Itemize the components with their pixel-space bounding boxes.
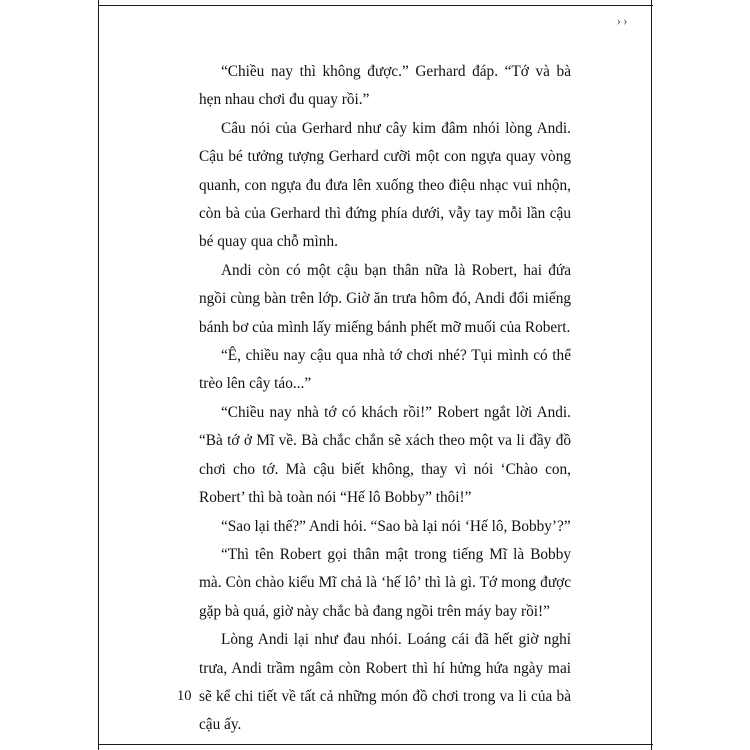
text-column [199,58,571,740]
paragraph: “Ê, chiều nay cậu qua nhà tớ chơi nhé? Tụi mình có thể trèo lên cây táo...” [199,347,571,393]
paragraph: “Sao lại thế?” Andi hỏi. “Sao bà lại nói ‘Hế lô, Bobby’?” [221,517,571,535]
paragraph: “Chiều nay thì không được.” Gerhard đáp. “Tớ và bà hẹn nhau chơi đu quay rồi.” [199,63,571,109]
page-number: 10 [177,688,192,704]
paragraph: “Chiều nay nhà tớ có khách rồi!” Robert ngắt lời Andi. “Bà tớ ở Mĩ về. Bà chắc chắn sẽ xách theo một va li đầy đồ chơi cho tớ. Mà cậu biết không, thay vì nói ‘Chào con, Robert’ thì bà toàn nói “Hế lô Bobby” thôi!” [199,403,571,507]
paragraph: Lòng Andi lại như đau nhói. Loáng cái đã hết giờ nghỉ trưa, Andi trầm ngâm còn Robert thì hí hửng hứa ngày mai sẽ kể chi tiết về tất cả những món đồ chơi trong va li của bà cậu ấy. [199,631,571,734]
paragraph: Andi còn có một cậu bạn thân nữa là Robert, hai đứa ngồi cùng bàn trên lớp. Giờ ăn trưa hôm đó, Andi đổi miếng bánh bơ của mình lấy miếng bánh phết mỡ muối của Robert. [199,261,571,336]
paragraph: “Thì tên Robert gọi thân mật trong tiếng Mĩ là Bobby mà. Còn chào kiểu Mĩ chả là ‘hế lô’ thì là gì. Tớ mong được gặp bà quá, giờ này chắc bà đang ngồi trên máy bay rồi!” [199,545,571,620]
corner-mark: › › [616,13,627,28]
page-sheet [98,0,652,750]
paragraph: Câu nói của Gerhard như cây kim đâm nhói lòng Andi. Cậu bé tưởng tượng Gerhard cưỡi một con ngựa quay vòng quanh, con ngựa đu đưa lên xuống theo điệu nhạc vui nhộn, còn bà của Gerhard thì đứng phía dưới, vẫy tay mỗi lần cậu bé quay qua chỗ mình. [199,119,571,251]
